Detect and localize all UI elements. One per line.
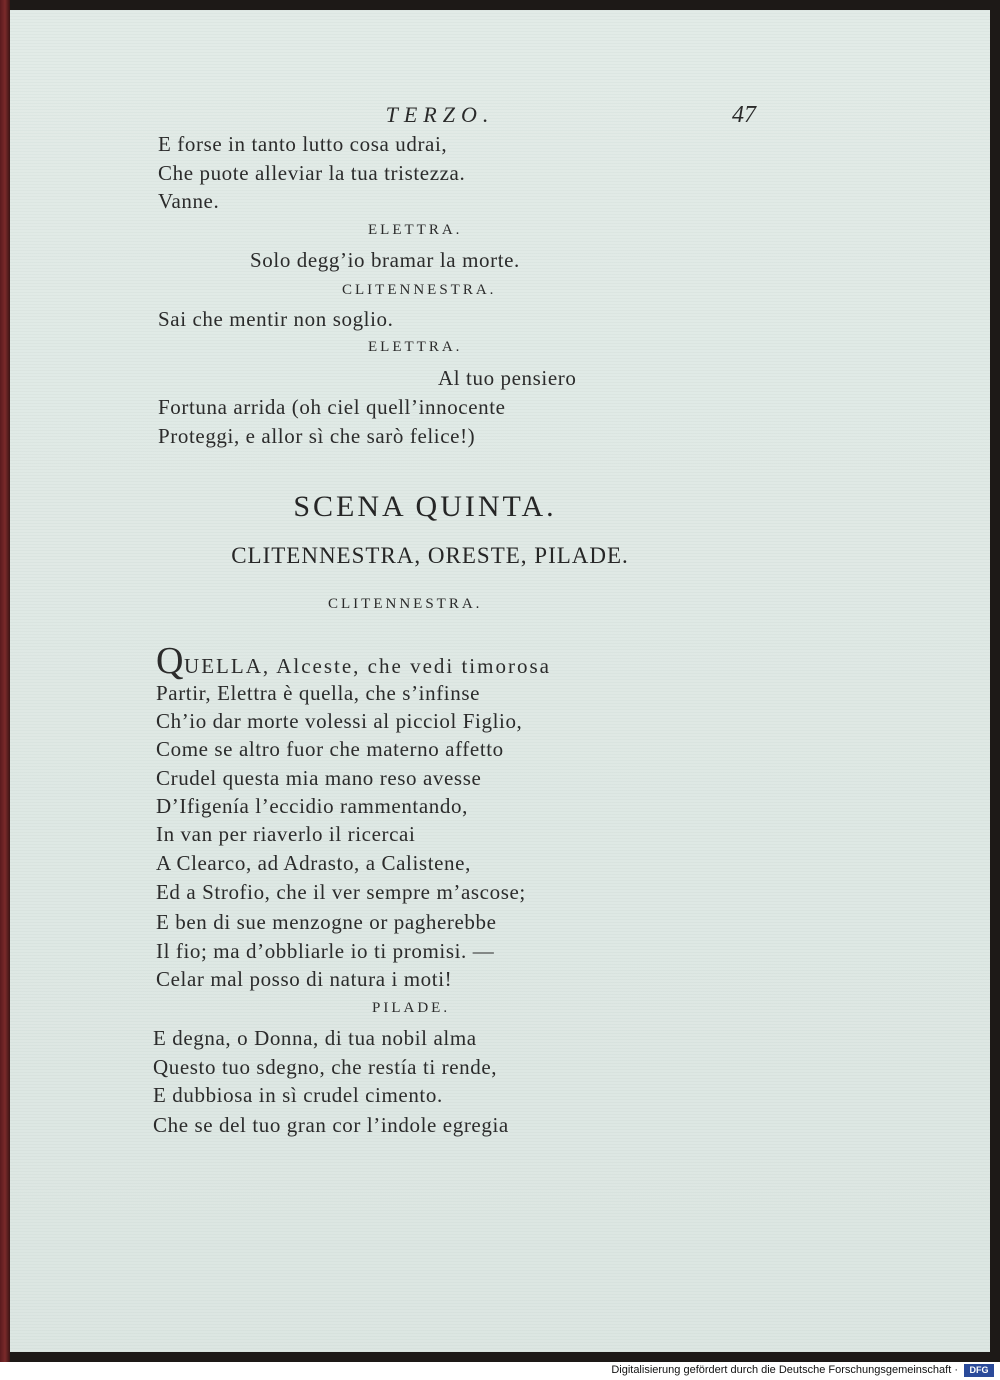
verse-line: Che puote alleviar la tua tristezza. bbox=[158, 161, 466, 185]
verse-line: Al tuo pensiero bbox=[438, 366, 577, 390]
verse-line: Sai che mentir non soglio. bbox=[158, 307, 394, 331]
verse-line: E dubbiosa in sì crudel cimento. bbox=[153, 1083, 443, 1107]
verse-line: Questo tuo sdegno, che restía ti rende, bbox=[153, 1055, 498, 1079]
scene-title: SCENA QUINTA. bbox=[293, 490, 557, 523]
verse-line: Il fio; ma d’obbliarle io ti promisi. — bbox=[156, 939, 495, 963]
verse-line: Fortuna arrida (oh ciel quell’innocente bbox=[158, 395, 506, 419]
running-head: TERZO. bbox=[385, 102, 495, 127]
speaker-name: PILADE. bbox=[372, 1000, 451, 1016]
verse-line: D’Ifigenía l’eccidio rammentando, bbox=[156, 794, 468, 818]
verse-line: E ben di sue menzogne or pagherebbe bbox=[156, 910, 497, 934]
verse-line-first bbox=[156, 642, 551, 680]
book-page bbox=[10, 10, 990, 1352]
verse-line: E forse in tanto lutto cosa udrai, bbox=[158, 132, 448, 156]
verse-line: Come se altro fuor che materno affetto bbox=[156, 737, 504, 761]
verse-line: Ed a Strofio, che il ver sempre m’ascose; bbox=[156, 880, 526, 904]
verse-line: Ch’io dar morte volessi al picciol Figlio, bbox=[156, 709, 523, 733]
verse-line: E degna, o Donna, di tua nobil alma bbox=[153, 1026, 477, 1050]
dfg-logo: DFG bbox=[964, 1364, 994, 1377]
drop-cap: Q bbox=[156, 640, 185, 682]
verse-line: Crudel questa mia mano reso avesse bbox=[156, 766, 482, 790]
page-number: 47 bbox=[732, 102, 756, 128]
speaker-name: CLITENNESTRA. bbox=[342, 282, 497, 298]
verse-line: Vanne. bbox=[158, 189, 220, 213]
verse-line: Partir, Elettra è quella, che s’infinse bbox=[156, 681, 481, 705]
first-line-rest: UELLA, Alceste, che vedi timorosa bbox=[184, 654, 551, 678]
speaker-name: CLITENNESTRA. bbox=[328, 596, 483, 612]
verse-line: Proteggi, e allor sì che sarò felice!) bbox=[158, 424, 476, 448]
verse-line: Celar mal posso di natura i moti! bbox=[156, 967, 453, 991]
verse-line: A Clearco, ad Adrasto, a Calistene, bbox=[156, 851, 471, 875]
scene-cast: CLITENNESTRA, ORESTE, PILADE. bbox=[231, 543, 629, 568]
verse-line: In van per riaverlo il ricercai bbox=[156, 822, 416, 846]
speaker-name: ELETTRA. bbox=[368, 222, 463, 238]
speaker-name: ELETTRA. bbox=[368, 339, 463, 355]
verse-line: Solo degg’io bramar la morte. bbox=[250, 248, 520, 272]
book-binding-edge bbox=[0, 0, 10, 1362]
funding-credit: Digitalisierung gefördert durch die Deutsche Forschungsgemeinschaft · bbox=[611, 1364, 958, 1376]
verse-line: Che se del tuo gran cor l’indole egregia bbox=[153, 1113, 509, 1137]
